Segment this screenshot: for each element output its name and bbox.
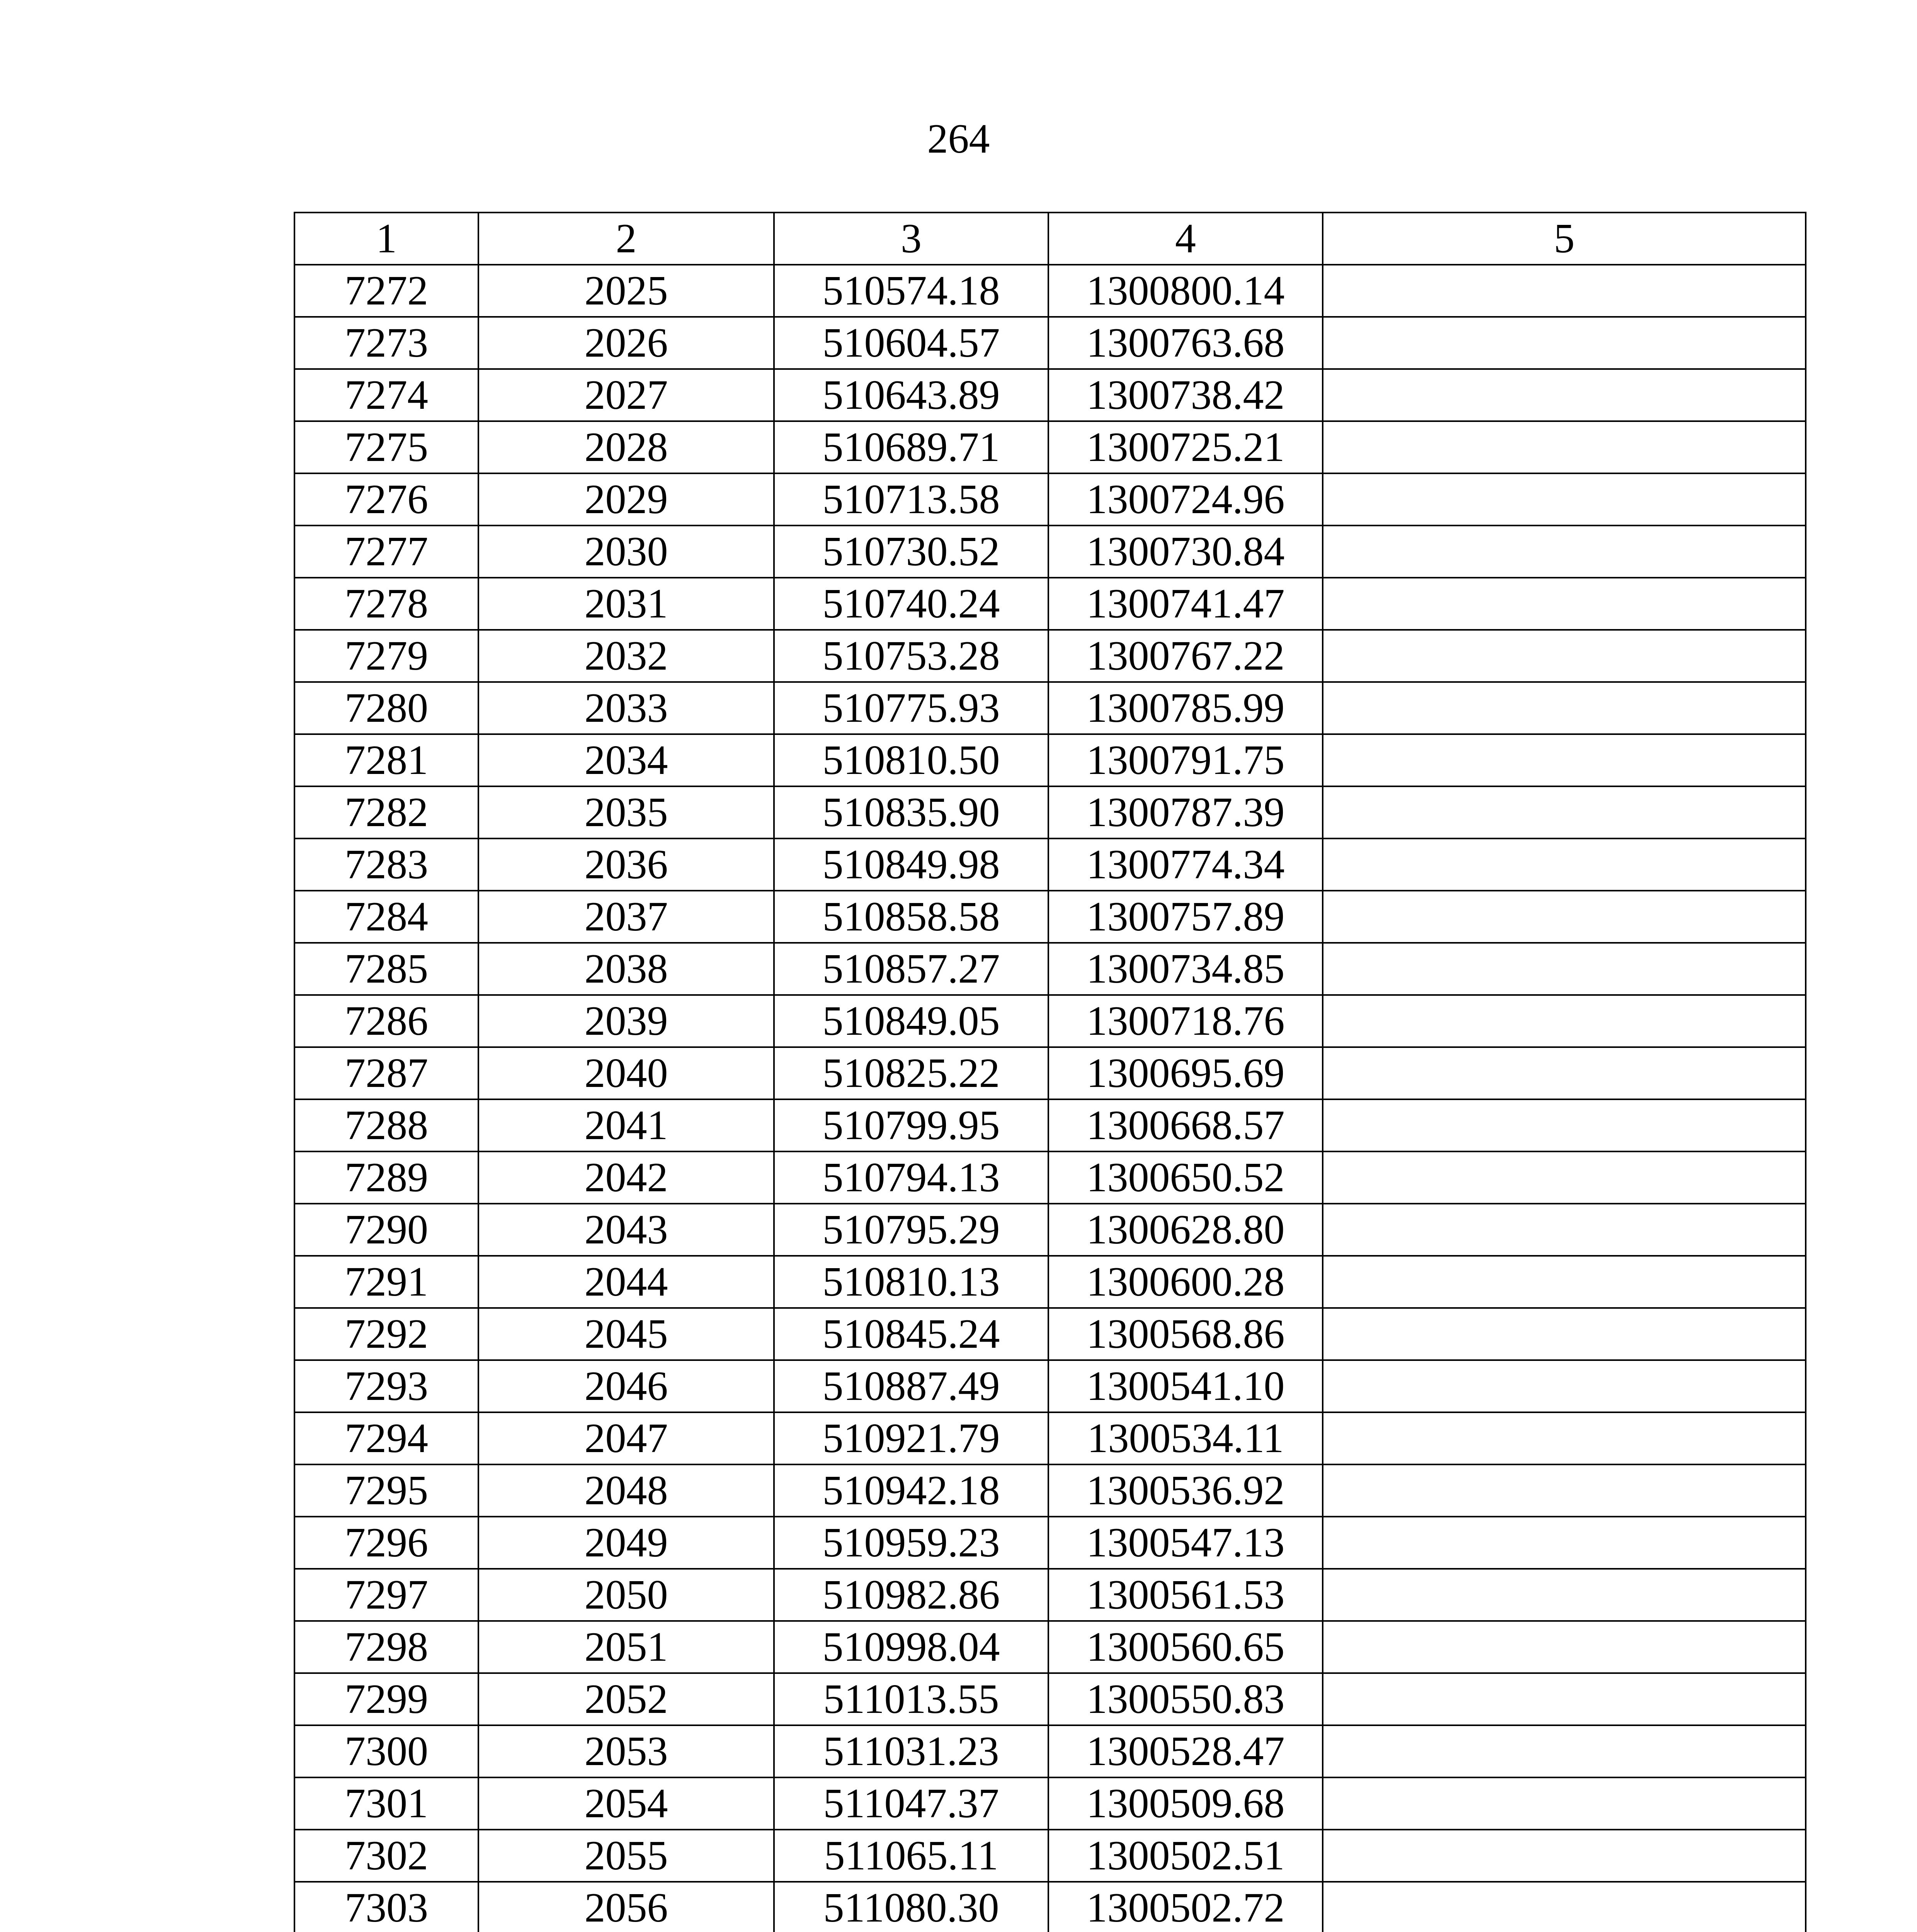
x-coordinate-cell: 510574.18: [774, 265, 1048, 317]
table-header-row: [294, 213, 1806, 265]
note-cell: [1323, 369, 1806, 421]
table-row: [294, 1151, 1806, 1204]
vertex-number-cell: 2032: [478, 630, 774, 682]
vertex-number-cell: 2053: [478, 1725, 774, 1777]
x-coordinate-cell: 510795.29: [774, 1204, 1048, 1256]
vertex-number-cell: 2043: [478, 1204, 774, 1256]
table-row: [294, 1777, 1806, 1830]
vertex-number-cell: 2034: [478, 734, 774, 786]
note-cell: [1323, 473, 1806, 526]
note-cell: [1323, 1099, 1806, 1151]
y-coordinate-cell: 1300774.34: [1048, 838, 1323, 891]
vertex-number-cell: 2041: [478, 1099, 774, 1151]
point-number-cell: 7278: [294, 578, 478, 630]
x-coordinate-cell: 510740.24: [774, 578, 1048, 630]
y-coordinate-cell: 1300502.51: [1048, 1830, 1323, 1882]
note-cell: [1323, 891, 1806, 943]
note-cell: [1323, 682, 1806, 734]
x-coordinate-cell: 510810.50: [774, 734, 1048, 786]
table-row: [294, 369, 1806, 421]
y-coordinate-cell: 1300560.65: [1048, 1621, 1323, 1673]
x-coordinate-cell: 511031.23: [774, 1725, 1048, 1777]
y-coordinate-cell: 1300668.57: [1048, 1099, 1323, 1151]
table-row: [294, 995, 1806, 1047]
note-cell: [1323, 786, 1806, 838]
x-coordinate-cell: 510730.52: [774, 526, 1048, 578]
note-cell: [1323, 838, 1806, 891]
y-coordinate-cell: 1300528.47: [1048, 1725, 1323, 1777]
note-cell: [1323, 1308, 1806, 1360]
y-coordinate-cell: 1300541.10: [1048, 1360, 1323, 1412]
point-number-cell: 7272: [294, 265, 478, 317]
table-row: [294, 1360, 1806, 1412]
table-row: [294, 317, 1806, 369]
table-row: [294, 1725, 1806, 1777]
point-number-cell: 7288: [294, 1099, 478, 1151]
point-number-cell: 7297: [294, 1569, 478, 1621]
y-coordinate-cell: 1300757.89: [1048, 891, 1323, 943]
note-cell: [1323, 1360, 1806, 1412]
coordinates-table: [294, 212, 1806, 1932]
x-coordinate-cell: 510857.27: [774, 943, 1048, 995]
x-coordinate-cell: 510887.49: [774, 1360, 1048, 1412]
vertex-number-cell: 2054: [478, 1777, 774, 1830]
table-row: [294, 838, 1806, 891]
header-cell-1: 1: [294, 213, 478, 265]
vertex-number-cell: 2052: [478, 1673, 774, 1725]
table-row: [294, 1047, 1806, 1099]
y-coordinate-cell: 1300785.99: [1048, 682, 1323, 734]
point-number-cell: 7275: [294, 421, 478, 473]
x-coordinate-cell: 510849.05: [774, 995, 1048, 1047]
y-coordinate-cell: 1300650.52: [1048, 1151, 1323, 1204]
note-cell: [1323, 630, 1806, 682]
vertex-number-cell: 2038: [478, 943, 774, 995]
x-coordinate-cell: 510959.23: [774, 1517, 1048, 1569]
note-cell: [1323, 1256, 1806, 1308]
table-row: [294, 265, 1806, 317]
table-row: [294, 1464, 1806, 1517]
vertex-number-cell: 2047: [478, 1412, 774, 1464]
note-cell: [1323, 1882, 1806, 1932]
note-cell: [1323, 1517, 1806, 1569]
point-number-cell: 7279: [294, 630, 478, 682]
point-number-cell: 7292: [294, 1308, 478, 1360]
vertex-number-cell: 2036: [478, 838, 774, 891]
note-cell: [1323, 421, 1806, 473]
vertex-number-cell: 2028: [478, 421, 774, 473]
vertex-number-cell: 2035: [478, 786, 774, 838]
y-coordinate-cell: 1300502.72: [1048, 1882, 1323, 1932]
x-coordinate-cell: 511047.37: [774, 1777, 1048, 1830]
point-number-cell: 7287: [294, 1047, 478, 1099]
x-coordinate-cell: 510825.22: [774, 1047, 1048, 1099]
x-coordinate-cell: 510643.89: [774, 369, 1048, 421]
vertex-number-cell: 2051: [478, 1621, 774, 1673]
note-cell: [1323, 1412, 1806, 1464]
point-number-cell: 7300: [294, 1725, 478, 1777]
note-cell: [1323, 1673, 1806, 1725]
x-coordinate-cell: 510998.04: [774, 1621, 1048, 1673]
vertex-number-cell: 2056: [478, 1882, 774, 1932]
table-row: [294, 526, 1806, 578]
point-number-cell: 7294: [294, 1412, 478, 1464]
point-number-cell: 7301: [294, 1777, 478, 1830]
x-coordinate-cell: 510849.98: [774, 838, 1048, 891]
y-coordinate-cell: 1300536.92: [1048, 1464, 1323, 1517]
point-number-cell: 7291: [294, 1256, 478, 1308]
vertex-number-cell: 2048: [478, 1464, 774, 1517]
note-cell: [1323, 578, 1806, 630]
x-coordinate-cell: 510982.86: [774, 1569, 1048, 1621]
vertex-number-cell: 2044: [478, 1256, 774, 1308]
x-coordinate-cell: 510835.90: [774, 786, 1048, 838]
note-cell: [1323, 1204, 1806, 1256]
table-row: [294, 734, 1806, 786]
y-coordinate-cell: 1300791.75: [1048, 734, 1323, 786]
header-cell-5: 5: [1323, 213, 1806, 265]
y-coordinate-cell: 1300741.47: [1048, 578, 1323, 630]
table-row: [294, 1099, 1806, 1151]
y-coordinate-cell: 1300800.14: [1048, 265, 1323, 317]
note-cell: [1323, 526, 1806, 578]
point-number-cell: 7283: [294, 838, 478, 891]
note-cell: [1323, 1777, 1806, 1830]
table-row: [294, 1673, 1806, 1725]
point-number-cell: 7284: [294, 891, 478, 943]
vertex-number-cell: 2050: [478, 1569, 774, 1621]
table-row: [294, 1204, 1806, 1256]
table-row: [294, 1621, 1806, 1673]
point-number-cell: 7282: [294, 786, 478, 838]
y-coordinate-cell: 1300787.39: [1048, 786, 1323, 838]
note-cell: [1323, 1830, 1806, 1882]
x-coordinate-cell: 510794.13: [774, 1151, 1048, 1204]
y-coordinate-cell: 1300628.80: [1048, 1204, 1323, 1256]
header-cell-2: 2: [478, 213, 774, 265]
vertex-number-cell: 2029: [478, 473, 774, 526]
table-row: [294, 1412, 1806, 1464]
x-coordinate-cell: 510810.13: [774, 1256, 1048, 1308]
x-coordinate-cell: 511065.11: [774, 1830, 1048, 1882]
vertex-number-cell: 2045: [478, 1308, 774, 1360]
note-cell: [1323, 1047, 1806, 1099]
y-coordinate-cell: 1300738.42: [1048, 369, 1323, 421]
vertex-number-cell: 2033: [478, 682, 774, 734]
table-row: [294, 1830, 1806, 1882]
vertex-number-cell: 2055: [478, 1830, 774, 1882]
table-row: [294, 891, 1806, 943]
note-cell: [1323, 734, 1806, 786]
y-coordinate-cell: 1300600.28: [1048, 1256, 1323, 1308]
vertex-number-cell: 2039: [478, 995, 774, 1047]
note-cell: [1323, 995, 1806, 1047]
table-row: [294, 578, 1806, 630]
vertex-number-cell: 2049: [478, 1517, 774, 1569]
x-coordinate-cell: 510689.71: [774, 421, 1048, 473]
table-row: [294, 682, 1806, 734]
vertex-number-cell: 2030: [478, 526, 774, 578]
vertex-number-cell: 2027: [478, 369, 774, 421]
header-cell-4: 4: [1048, 213, 1323, 265]
table-row: [294, 943, 1806, 995]
table-row: [294, 630, 1806, 682]
y-coordinate-cell: 1300767.22: [1048, 630, 1323, 682]
x-coordinate-cell: 511080.30: [774, 1882, 1048, 1932]
point-number-cell: 7276: [294, 473, 478, 526]
note-cell: [1323, 943, 1806, 995]
x-coordinate-cell: 510921.79: [774, 1412, 1048, 1464]
point-number-cell: 7295: [294, 1464, 478, 1517]
note-cell: [1323, 1464, 1806, 1517]
table-row: [294, 473, 1806, 526]
vertex-number-cell: 2037: [478, 891, 774, 943]
y-coordinate-cell: 1300730.84: [1048, 526, 1323, 578]
x-coordinate-cell: 510845.24: [774, 1308, 1048, 1360]
point-number-cell: 7277: [294, 526, 478, 578]
point-number-cell: 7302: [294, 1830, 478, 1882]
x-coordinate-cell: 510713.58: [774, 473, 1048, 526]
note-cell: [1323, 317, 1806, 369]
vertex-number-cell: 2040: [478, 1047, 774, 1099]
vertex-number-cell: 2031: [478, 578, 774, 630]
table-row: [294, 1569, 1806, 1621]
y-coordinate-cell: 1300568.86: [1048, 1308, 1323, 1360]
y-coordinate-cell: 1300724.96: [1048, 473, 1323, 526]
vertex-number-cell: 2025: [478, 265, 774, 317]
table-row: [294, 1308, 1806, 1360]
y-coordinate-cell: 1300695.69: [1048, 1047, 1323, 1099]
x-coordinate-cell: 510775.93: [774, 682, 1048, 734]
y-coordinate-cell: 1300725.21: [1048, 421, 1323, 473]
vertex-number-cell: 2042: [478, 1151, 774, 1204]
table-row: [294, 1517, 1806, 1569]
point-number-cell: 7281: [294, 734, 478, 786]
table-row: [294, 421, 1806, 473]
x-coordinate-cell: 510604.57: [774, 317, 1048, 369]
note-cell: [1323, 1569, 1806, 1621]
y-coordinate-cell: 1300547.13: [1048, 1517, 1323, 1569]
table-row: [294, 1256, 1806, 1308]
point-number-cell: 7290: [294, 1204, 478, 1256]
table-row: [294, 786, 1806, 838]
y-coordinate-cell: 1300734.85: [1048, 943, 1323, 995]
point-number-cell: 7298: [294, 1621, 478, 1673]
point-number-cell: 7293: [294, 1360, 478, 1412]
point-number-cell: 7280: [294, 682, 478, 734]
y-coordinate-cell: 1300718.76: [1048, 995, 1323, 1047]
point-number-cell: 7285: [294, 943, 478, 995]
point-number-cell: 7274: [294, 369, 478, 421]
point-number-cell: 7299: [294, 1673, 478, 1725]
point-number-cell: 7289: [294, 1151, 478, 1204]
y-coordinate-cell: 1300509.68: [1048, 1777, 1323, 1830]
point-number-cell: 7273: [294, 317, 478, 369]
point-number-cell: 7303: [294, 1882, 478, 1932]
x-coordinate-cell: 511013.55: [774, 1673, 1048, 1725]
x-coordinate-cell: 510753.28: [774, 630, 1048, 682]
note-cell: [1323, 265, 1806, 317]
table-row: [294, 1882, 1806, 1932]
point-number-cell: 7296: [294, 1517, 478, 1569]
vertex-number-cell: 2026: [478, 317, 774, 369]
x-coordinate-cell: 510858.58: [774, 891, 1048, 943]
point-number-cell: 7286: [294, 995, 478, 1047]
y-coordinate-cell: 1300763.68: [1048, 317, 1323, 369]
y-coordinate-cell: 1300550.83: [1048, 1673, 1323, 1725]
y-coordinate-cell: 1300561.53: [1048, 1569, 1323, 1621]
vertex-number-cell: 2046: [478, 1360, 774, 1412]
y-coordinate-cell: 1300534.11: [1048, 1412, 1323, 1464]
note-cell: [1323, 1725, 1806, 1777]
page-number: 264: [927, 116, 990, 162]
x-coordinate-cell: 510942.18: [774, 1464, 1048, 1517]
x-coordinate-cell: 510799.95: [774, 1099, 1048, 1151]
header-cell-3: 3: [774, 213, 1048, 265]
note-cell: [1323, 1621, 1806, 1673]
note-cell: [1323, 1151, 1806, 1204]
